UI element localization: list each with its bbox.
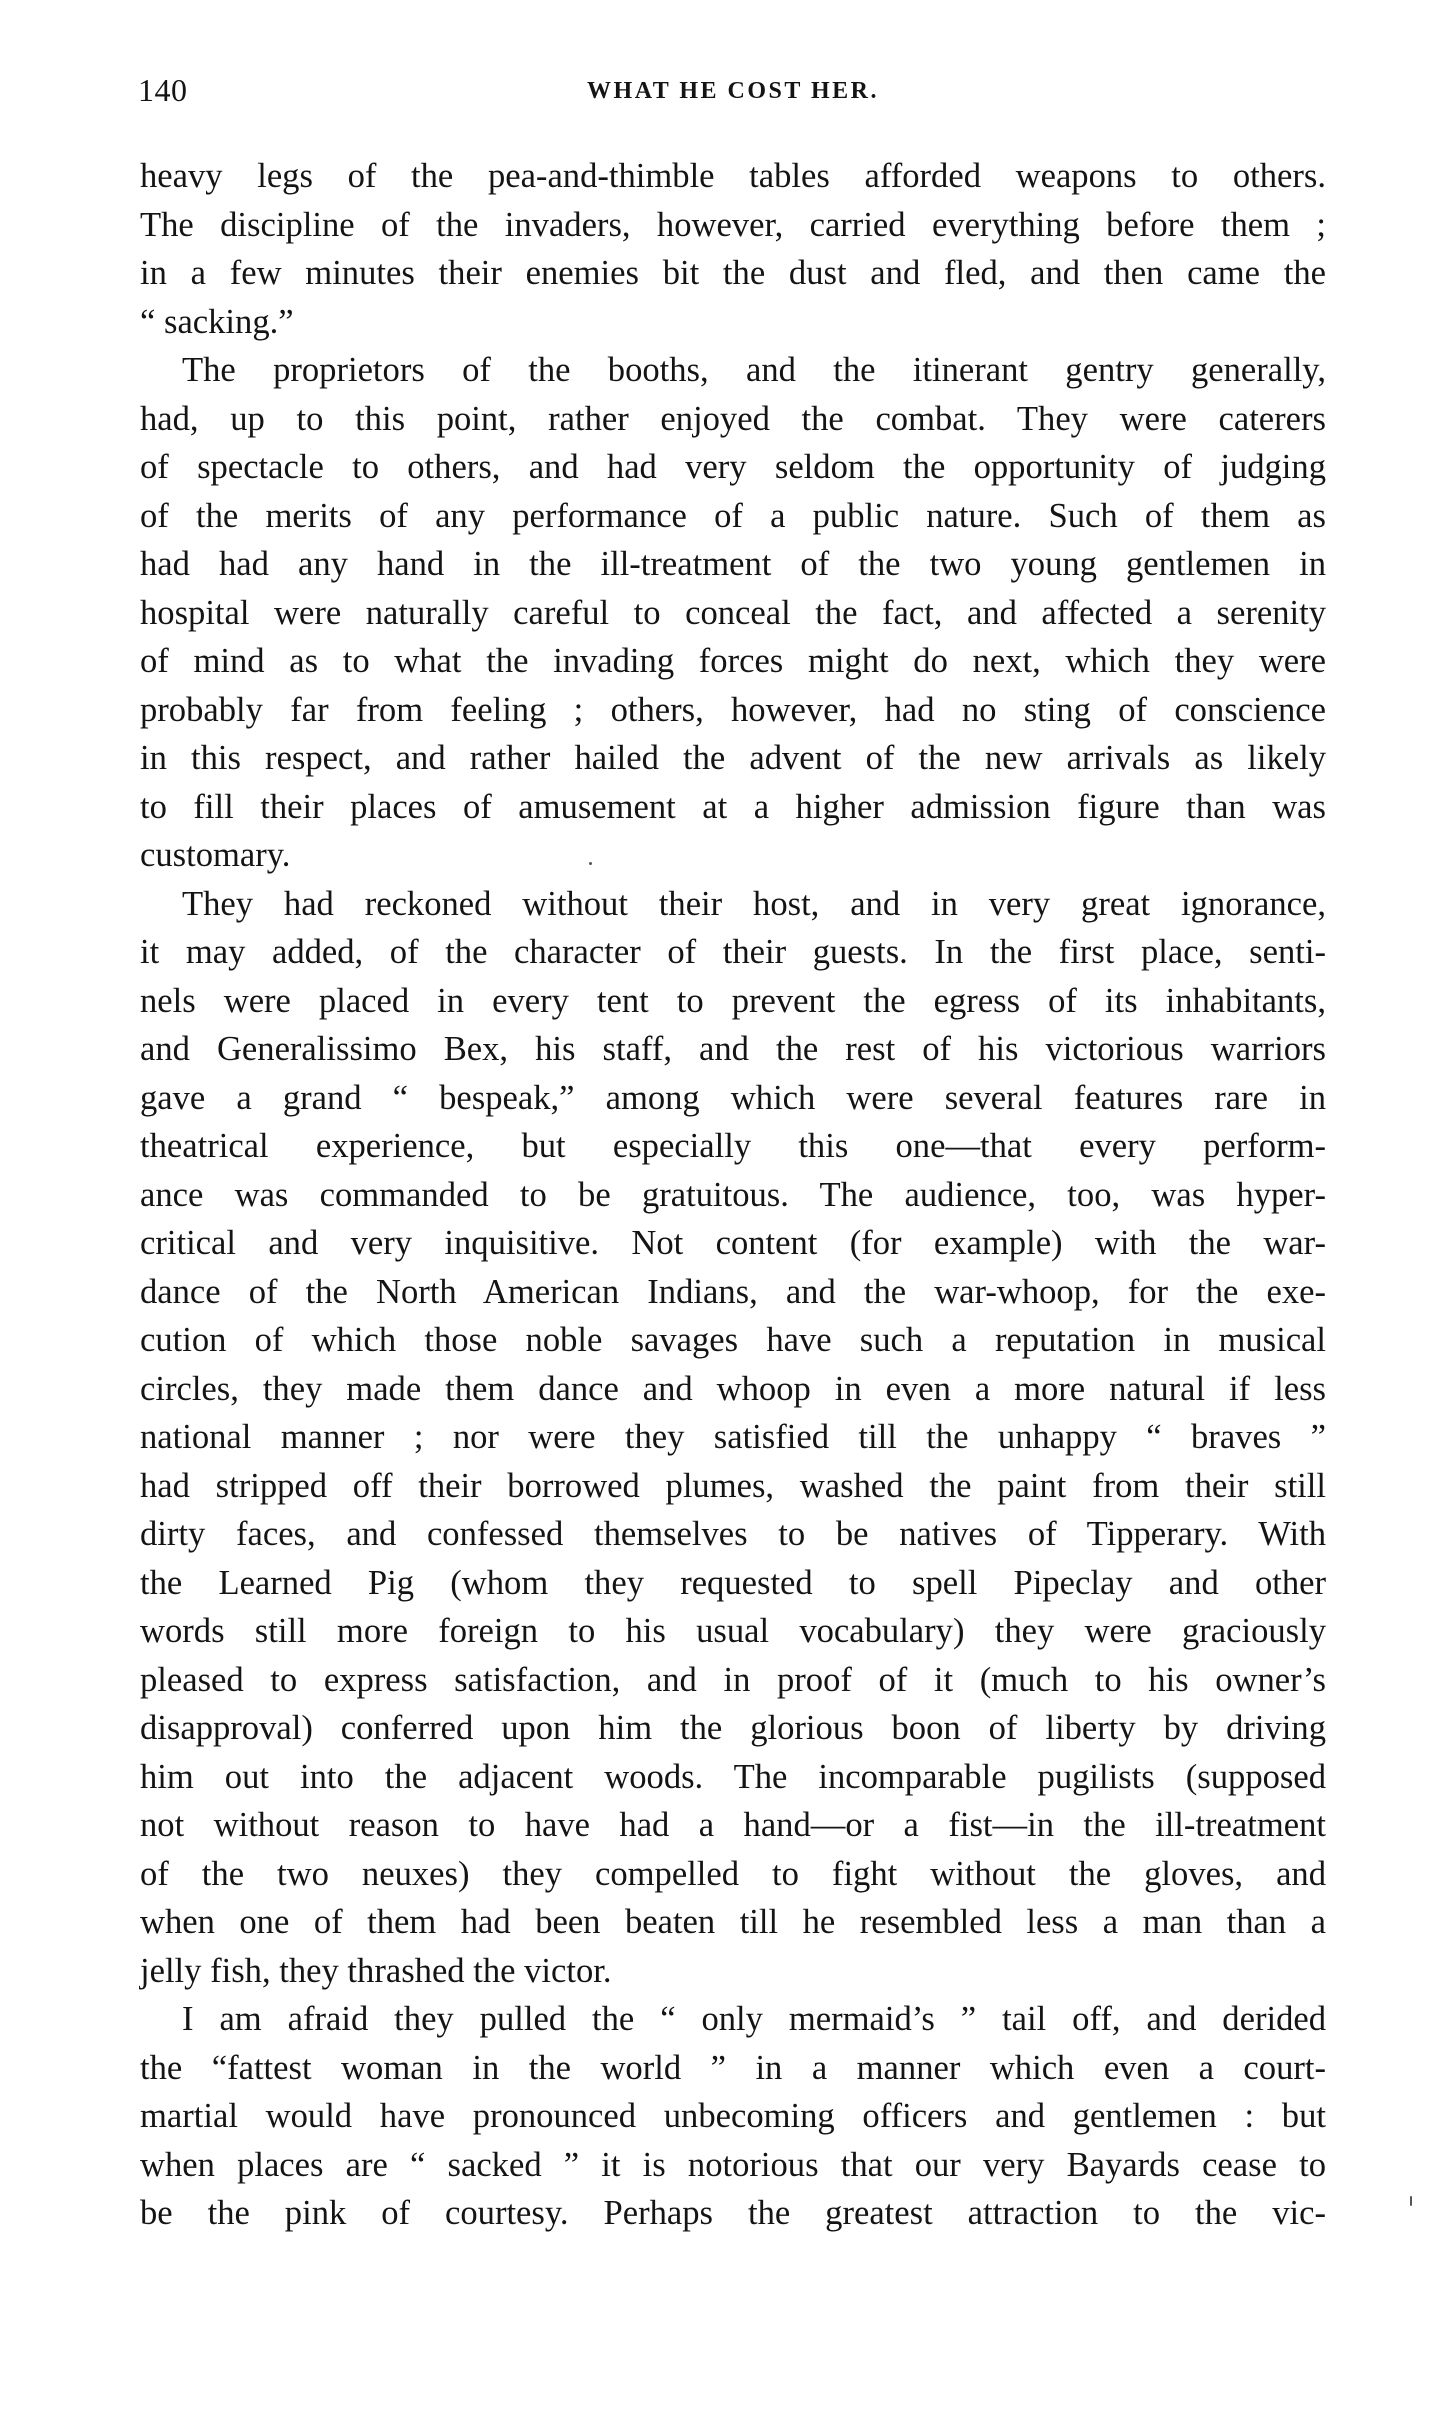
page-header <box>138 72 1328 112</box>
paragraph <box>140 880 1326 1996</box>
text-line: critical and very inquisitive. Not content (for example) with the war- <box>140 1224 1326 1262</box>
text-line: had had any hand in the ill-treatment of the two young gentlemen in <box>140 545 1326 583</box>
text-line: had stripped off their borrowed plumes, washed the paint from their still <box>140 1466 1326 1505</box>
text-line: nels were placed in every tent to prevent the egress of its inhabitants, <box>140 981 1326 1020</box>
page-number: 140 <box>138 72 188 108</box>
paragraph <box>140 152 1326 346</box>
text-line: him out into the adjacent woods. The incomparable pugilists (supposed <box>140 1757 1326 1796</box>
text-line: when places are “ sacked ” it is notorious that our very Bayards cease to <box>140 2145 1326 2184</box>
text-line: be the pink of courtesy. Perhaps the greatest attraction to the vic- <box>140 2194 1326 2232</box>
text-line: the “fattest woman in the world ” in a manner which even a court- <box>140 2048 1326 2087</box>
text-line: ance was commanded to be gratuitous. The audience, too, was hyper- <box>140 1175 1326 1214</box>
text-line: had, up to this point, rather enjoyed the combat. They were caterers <box>140 399 1326 438</box>
running-head: WHAT HE COST HER. <box>587 78 879 104</box>
text-line: jelly fish, they thrashed the victor. <box>140 1951 612 1990</box>
text-line: the Learned Pig (whom they requested to spell Pipeclay and other <box>140 1563 1326 1602</box>
print-speck <box>1410 2196 1412 2206</box>
text-line: circles, they made them dance and whoop in even a more natural if less <box>140 1369 1326 1408</box>
text-line: I am afraid they pulled the “ only mermaid’s ” tail off, and derided <box>182 2000 1326 2038</box>
text-line: martial would have pronounced unbecoming officers and gentlemen : but <box>140 2097 1326 2135</box>
text-line: of the merits of any performance of a public nature. Such of them as <box>140 496 1326 535</box>
text-line: when one of them had been beaten till he resembled less a man than a <box>140 1903 1326 1941</box>
text-line: theatrical experience, but especially this one—that every perform- <box>140 1127 1326 1165</box>
paragraph <box>140 346 1326 880</box>
text-line: disapproval) conferred upon him the glorious boon of liberty by driving <box>140 1709 1326 1747</box>
text-line: dirty faces, and confessed themselves to be natives of Tipperary. With <box>140 1515 1326 1553</box>
text-line: not without reason to have had a hand—or a fist—in the ill-treatment <box>140 1806 1326 1844</box>
text-line: heavy legs of the pea-and-thimble tables afforded weapons to others. <box>140 157 1326 195</box>
text-line: cution of which those noble savages have such a reputation in musical <box>140 1321 1326 1359</box>
text-line: hospital were naturally careful to conceal the fact, and affected a serenity <box>140 593 1326 632</box>
body-text <box>140 152 1326 2238</box>
print-speck <box>589 862 592 865</box>
text-line: They had reckoned without their host, and in very great ignorance, <box>182 884 1326 923</box>
text-line: pleased to express satisfaction, and in proof of it (much to his owner’s <box>140 1660 1326 1699</box>
text-line: in this respect, and rather hailed the advent of the new arrivals as likely <box>140 739 1326 777</box>
text-line: of spectacle to others, and had very seldom the opportunity of judging <box>140 448 1326 486</box>
paragraph <box>140 1995 1326 2238</box>
text-line: to fill their places of amusement at a higher admission figure than was <box>140 787 1326 826</box>
text-line: it may added, of the character of their guests. In the first place, senti- <box>140 933 1326 971</box>
text-line: national manner ; nor were they satisfied till the unhappy “ braves ” <box>140 1418 1326 1456</box>
text-line: dance of the North American Indians, and the war-whoop, for the exe- <box>140 1272 1326 1311</box>
text-line: customary. <box>140 836 291 874</box>
text-line: The proprietors of the booths, and the itinerant gentry generally, <box>182 351 1326 389</box>
text-line: The discipline of the invaders, however, carried everything before them ; <box>140 205 1326 244</box>
text-line: and Generalissimo Bex, his staff, and the rest of his victorious warriors <box>140 1030 1326 1068</box>
text-line: gave a grand “ bespeak,” among which were several features rare in <box>140 1078 1326 1117</box>
text-line: of mind as to what the invading forces might do next, which they were <box>140 642 1326 680</box>
text-line: in a few minutes their enemies bit the dust and fled, and then came the <box>140 254 1326 292</box>
text-line: “ sacking.” <box>140 302 294 341</box>
text-line: of the two neuxes) they compelled to fight without the gloves, and <box>140 1854 1326 1893</box>
text-line: words still more foreign to his usual vocabulary) they were graciously <box>140 1612 1326 1650</box>
text-line: probably far from feeling ; others, however, had no sting of conscience <box>140 690 1326 729</box>
